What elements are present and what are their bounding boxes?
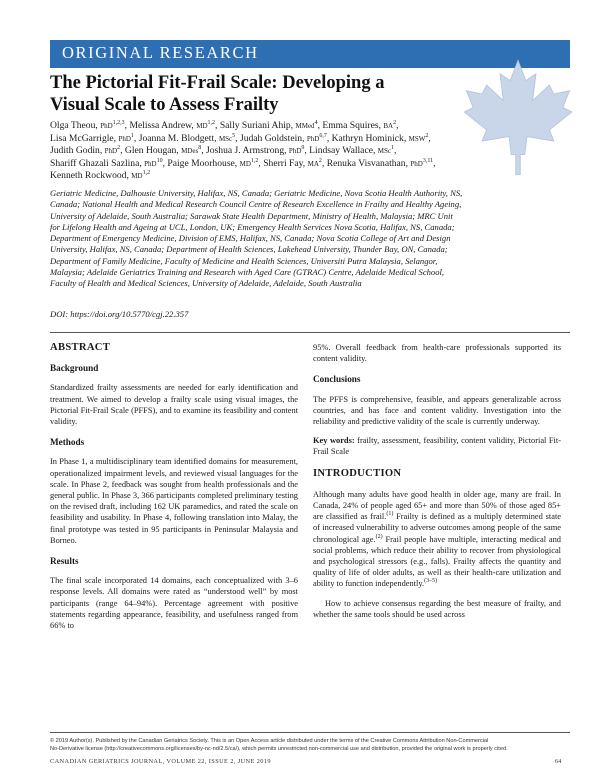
introduction-paragraph-2: How to achieve consensus regarding the best measure of frailty, and whether the same tools should be used across [313, 598, 561, 619]
conclusions-text: The PFFS is comprehensive, feasible, and appears generalizable across countries, and has face and content validity. Investigation into the reliability and predictive validity of the scale is currently underway. [313, 394, 561, 427]
affiliation-line: Geriatric Medicine, Dalhousie University, Halifax, NS, Canada; Geriatric Medicine, Nova Scotia Health Authority, NS, [50, 188, 463, 198]
affiliation-line: Malaysia; Adelaide Geriatrics Training and Research with Aged Care (GTRAC) Centre, Adelaide Medical School, [50, 267, 445, 278]
background-text: Standardized frailty assessments are needed for early identification and treatment. We aimed to develop a frailty scale using visual images, the Pictorial Fit-Frail Scale (PFFS), and to examine its feasibility and content validity. [50, 383, 298, 427]
keywords-text: frailty, assessment, feasibility, content validity, Pictorial Fit-Frail Scale [313, 436, 561, 457]
methods-heading: Methods [50, 437, 85, 448]
copyright-notice: © 2019 Author(s). Published by the Canadian Geriatrics Society. This is an Open Access article distributed under the terms of the Creative Commons Attribution Non-Commercial No-Derivative license (http://creativecommons.org/licenses/by-nc-nd/2.5/ca/), which permits unrestricted non-commercial use and distribution, provided the original work is properly cited. [50, 738, 508, 753]
methods-text: In Phase 1, a multidisciplinary team identified domains for measurement, operationalized impairment levels, and reviewed visual languages for the scale. In Phase 2, feedback was sought from health professionals and the general public. In Phase 3, 366 participants completed preliminary testing on the revised draft, including 162 UK paramedics, and rated the scale on feasibility and usability. In Phase 4, following translation into Malay, the final prototype was tested in 95 participants in Peninsular Malaysia and Borneo. [50, 457, 298, 545]
left-column [50, 342, 298, 639]
page-number: 64 [555, 758, 562, 765]
header-divider [50, 332, 570, 333]
abstract-heading: ABSTRACT [50, 342, 111, 353]
doi-link[interactable]: DOI: https://doi.org/10.5770/cgj.22.357 [50, 309, 189, 319]
right-column [313, 342, 561, 628]
introduction-heading: INTRODUCTION [313, 467, 402, 479]
affiliation-line: Department of Emergency Medicine, Division of EMS, Halifax, NS, Canada; Nova Scotia College of Art and Design [50, 233, 451, 244]
introduction-paragraph-1: Although many adults have good health in older age, many are frail. In Canada, 24% of people aged 65+ and more than 50% of those aged 85+ are classified as frail.$^{(1)}$ Frailty is defined as a multiply determined state of increased vulnerability to adverse outcomes among people of the same chronological age.$^{(2)}$ Frail people have multiple, interacting medical and social problems, which reduce their ability to recover from physiological and psychological stressors (e.g., falls). Frailty affects the quantity and quality of life of older adults, as well as their health-care utilization and ability to function independently.$^{(3-5)}$ [313, 489, 561, 589]
author-list [50, 120, 570, 183]
author-line-5: Kenneth Rockwood, MD$^{1,2}$ [50, 170, 151, 182]
affiliation-line: University, Halifax, NS, Canada; Department of Health Sciences, Lakehead University, Thunder Bay, ON, Canada; [50, 244, 448, 255]
author-line-2: Lisa McGarrigle, PhD$^1$, Joanna M. Blodgett, MSc$^5$, Judah Goldstein, PhD$^{6,7}$, Kathryn Hominick, MSW$^2$, [50, 132, 431, 144]
author-line-1: Olga Theou, PhD$^{1,2,3}$, Melissa Andrew, MD$^{1,2}$, Sally Suriani Ahip, MMed$^4$, Emma Squires, $BA^2$, [50, 119, 399, 131]
title-line-2: Visual Scale to Assess Frailty [50, 95, 279, 115]
footer-divider [50, 732, 570, 733]
banner-label: ORIGINAL RESEARCH [62, 43, 259, 62]
keywords-label: Key words: [313, 436, 355, 446]
affiliation-line: University of Adelaide, South Australia; Sarawak State Health Department, Ministry of Health, Malaysia; MRC Unit [50, 210, 453, 221]
article-title [50, 72, 470, 116]
author-line-3: Judith Godin, PhD$^2$, Glen Hougan, MDes$^8$, Joshua J. Armstrong, PhD$^9$, Lindsay Wallace, MSc$^1$, [50, 145, 397, 157]
affiliation-line: Department of Family Medicine, Faculty of Medicine and Health Sciences, Universiti Putra Malaysia, Selangor, [50, 255, 438, 266]
affiliation-line: for Lifelong Health and Ageing at UCL, London, UK; Emergency Health Services Nova Scotia, Halifax, NS, Canada; [50, 221, 455, 232]
background-heading: Background [50, 363, 99, 374]
title-line-1: The Pictorial Fit-Frail Scale: Developing a [50, 73, 385, 93]
affiliation-line: Canada; National Health and Medical Research Council Centre of Research Excellence in Frailty and Healthy Ageing, [50, 199, 462, 210]
results-heading: Results [50, 556, 79, 567]
conclusions-heading: Conclusions [313, 374, 361, 385]
journal-footer: CANADIAN GERIATRICS JOURNAL, VOLUME 22, ISSUE 2, JUNE 2019 [50, 758, 271, 765]
results-text-continued: 95%. Overall feedback from health-care professionals supported its content validity. [313, 343, 561, 364]
keywords [313, 435, 561, 457]
author-line-4: Shariff Ghazali Sazlina, PhD$^{10}$, Paige Moorhouse, MD$^{1,2}$, Sherri Fay, $MA^2$, Renuka Visvanathan, PhD$^{3,11}$, [50, 157, 436, 169]
affiliation-line: Faculty of Health and Medical Sciences, University of Adelaide, Adelaide, South Australia [50, 278, 362, 289]
results-text: The final scale incorporated 14 domains, each conceptualized with 3–6 response levels. All domains were rated as “understood well” by most participants (range 64–94%). Percentage agreement with positive statements regarding appearance, feasibility, and usefulness ranged from 66% to [50, 576, 298, 631]
affiliations [50, 188, 570, 290]
